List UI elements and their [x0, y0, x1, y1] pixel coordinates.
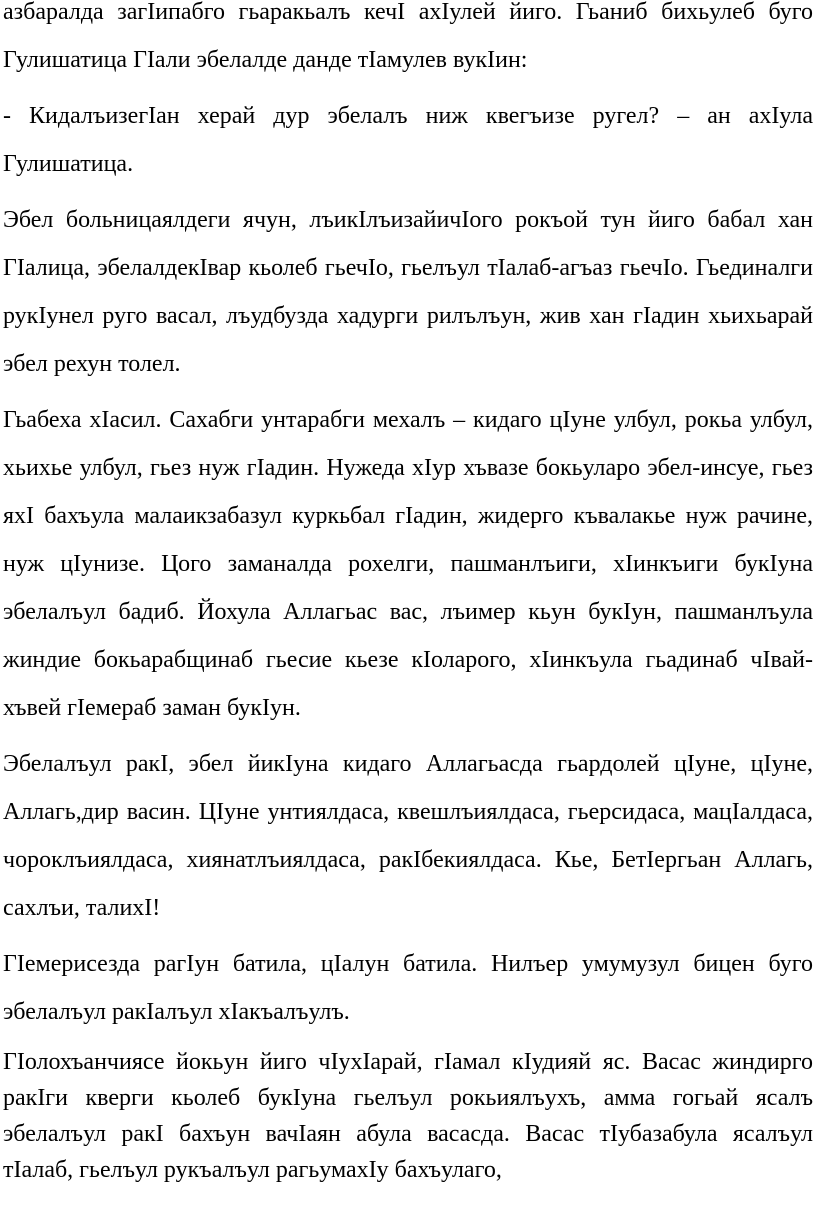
paragraph-6: ГIемерисезда рагIун батила, цIалун батила. Нилъер умумузул бицен буго эбелалъул ракIалъул хIакъалъулъ. — [3, 951, 813, 1025]
paragraph-1: азбаралда загIипабго гьаракьалъ кечI ахIулей йиго. Гьаниб бихьулеб буго Гулишатица ГIали эбелалде данде тIамулев вукIин: — [3, 0, 813, 73]
paragraph-2: - КидалъизегIан херай дур эбелалъ ниж квегъизе ругел? – ан ахIула Гулишатица. — [3, 103, 813, 177]
paragraph-3: Эбел больницаялдеги ячун, лъикIлъизайичIого рокъой тун йиго бабал хан ГIалица, эбелалдекIвар кьолеб гьечIо, гьелъул тIалаб-агъаз гьечIо. Гьединалги рукIунел руго васал, лъудбузда хадурги рилълъун, жив хан гIадин хьихьарай эбел рехун толел. — [3, 207, 813, 377]
paragraph-5: Эбелалъул ракI, эбел йикIуна кидаго Аллагьасда гьардолей цIуне, цIуне, Аллагь,дир васин. ЦIуне унтиялдаса, квешлъиялдаса, гьерсидаса, мацIалдаса, чороклъиялдаса, хиянатлъиялдаса, ракIбекиялдаса. Кье, БетIергьан Аллагь, сахлъи, талихI! — [3, 751, 813, 921]
paragraph-7: ГIолохъанчиясе йокьун йиго чIухIарай, гIамал кIудияй яс. Васас жиндирго ракIги кверги кьолеб букIуна гьелъул рокьиялъухъ, амма гогьай ясалъ эбелалъул ракI бахъун вачIаян абула васасда. Васас тIубазабула ясалъул тIалаб, гьелъул рукъалъул рагьумахIу бахъулаго, — [3, 1049, 813, 1183]
paragraph-4: Гьабеха хIасил. Сахабги унтарабги мехалъ – кидаго цIуне улбул, рокьа улбул, хьихье улбул, гьез нуж гIадин. Нужеда хIур хъвазе бокьуларо эбел-инсуе, гьез яхI бахъула малаикзабазул куркьбал гIадин, жидерго къвалакье нуж рачине, нуж цIунизе. Цого заманалда рохелги, пашманлъиги, хIинкъиги букIуна эбелалъул бадиб. Йохула Аллагьас вас, лъимер кьун букIун, пашманлъула жиндие бокьарабщинаб гьесие кьезе кIоларого, хIинкъула гьадинаб чIвай-хъвей гIемераб заман букIун. — [3, 407, 813, 721]
